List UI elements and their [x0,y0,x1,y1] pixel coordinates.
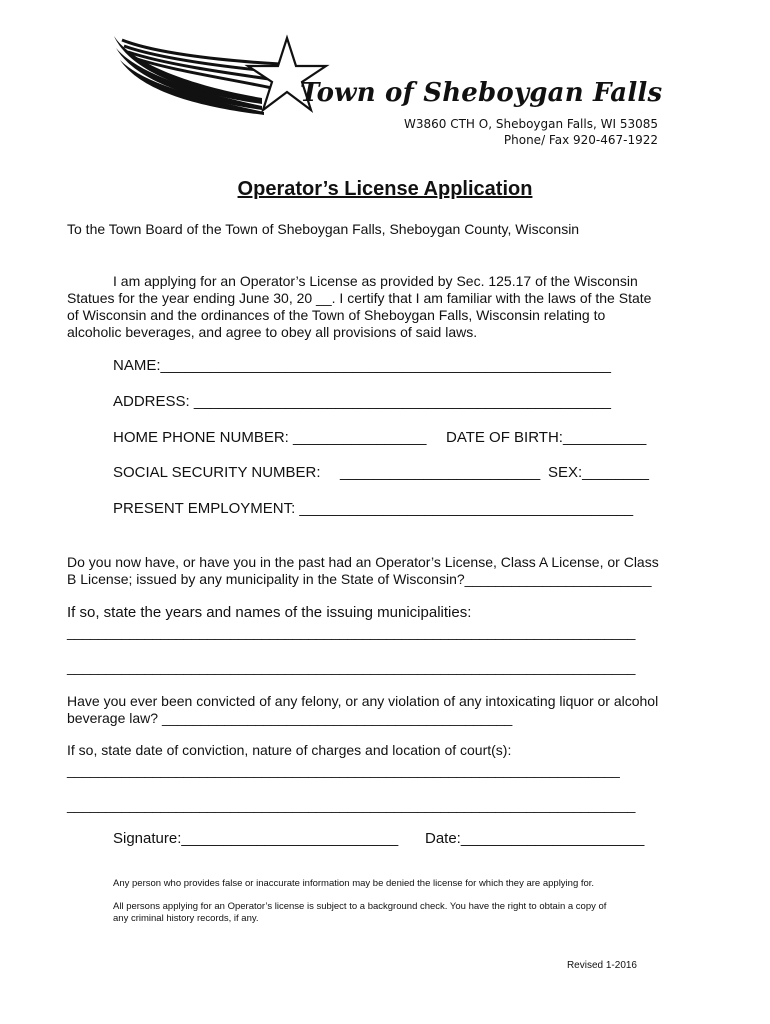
question-line: Have you ever been convicted of any felony, or any violation of any intoxicating liquor or alcohol [67,693,659,709]
intro-line: of Wisconsin and the ordinances of the Town of Sheboygan Falls, Wisconsin relating to [67,307,606,323]
intro-line: Statues for the year ending June 30, 20 __. I certify that I am familiar with the laws of the State [67,290,652,306]
page-title: Operator’s License Application [237,178,533,200]
conviction-details-prompt: If so, state date of conviction, nature of charges and location of court(s): [67,742,512,758]
address-field[interactable]: ADDRESS: __________________________________________________ [113,393,611,410]
org-address: W3860 CTH O, Sheboygan Falls, WI 53085 [404,117,658,131]
ssn-field[interactable]: ________________________ [340,464,541,481]
license-history-question [67,554,659,588]
false-info-notice: Any person who provides false or inaccurate information may be denied the license for which they are applying for. [113,878,595,889]
name-field[interactable]: NAME:______________________________________________________ [113,357,611,374]
intro-line: I am applying for an Operator’s License as provided by Sec. 125.17 of the Wisconsin [113,273,638,289]
question-line[interactable]: beverage law? _____________________________________________ [67,710,513,726]
municipalities-answer-line[interactable]: _________________________________________________________________________ [67,624,636,640]
dob-field[interactable]: DATE OF BIRTH:__________ [446,429,647,446]
intro-line: alcoholic beverages, and agree to obey all provisions of said laws. [67,324,478,340]
ssn-label: SOCIAL SECURITY NUMBER: [113,464,321,481]
background-check-notice [113,901,693,925]
org-phone: Phone/ Fax 920-467-1922 [503,133,658,147]
employment-field[interactable]: PRESENT EMPLOYMENT: ________________________________________ [113,500,634,517]
addressee-line: To the Town Board of the Town of Sheboygan Falls, Sheboygan County, Wisconsin [67,221,580,237]
home-phone-field[interactable]: HOME PHONE NUMBER: ________________ [113,429,427,446]
revision-note: Revised 1-2016 [566,960,637,971]
intro-paragraph [67,273,651,341]
org-name: Town of Sheboygan Falls [300,78,663,108]
sex-field[interactable]: SEX:________ [548,464,649,481]
municipalities-answer-line[interactable]: _________________________________________________________________________ [67,659,636,675]
date-field[interactable]: Date:______________________ [425,830,645,847]
notice-line: any criminal history records, if any. [113,913,259,924]
conviction-answer-line[interactable]: _________________________________________________________________________ [67,797,636,813]
question-line[interactable]: B License; issued by any municipality in the State of Wisconsin?________________________ [67,571,652,587]
conviction-question [67,693,658,727]
notice-line: All persons applying for an Operator’s license is subject to a background check. You have the right to obtain a copy of [113,901,607,912]
conviction-answer-line[interactable]: _______________________________________________________________________ [67,762,620,778]
municipalities-prompt: If so, state the years and names of the issuing municipalities: [67,604,472,621]
question-line: Do you now have, or have you in the past had an Operator’s License, Class A License, or Class [67,554,659,570]
signature-field[interactable]: Signature:__________________________ [113,830,399,847]
